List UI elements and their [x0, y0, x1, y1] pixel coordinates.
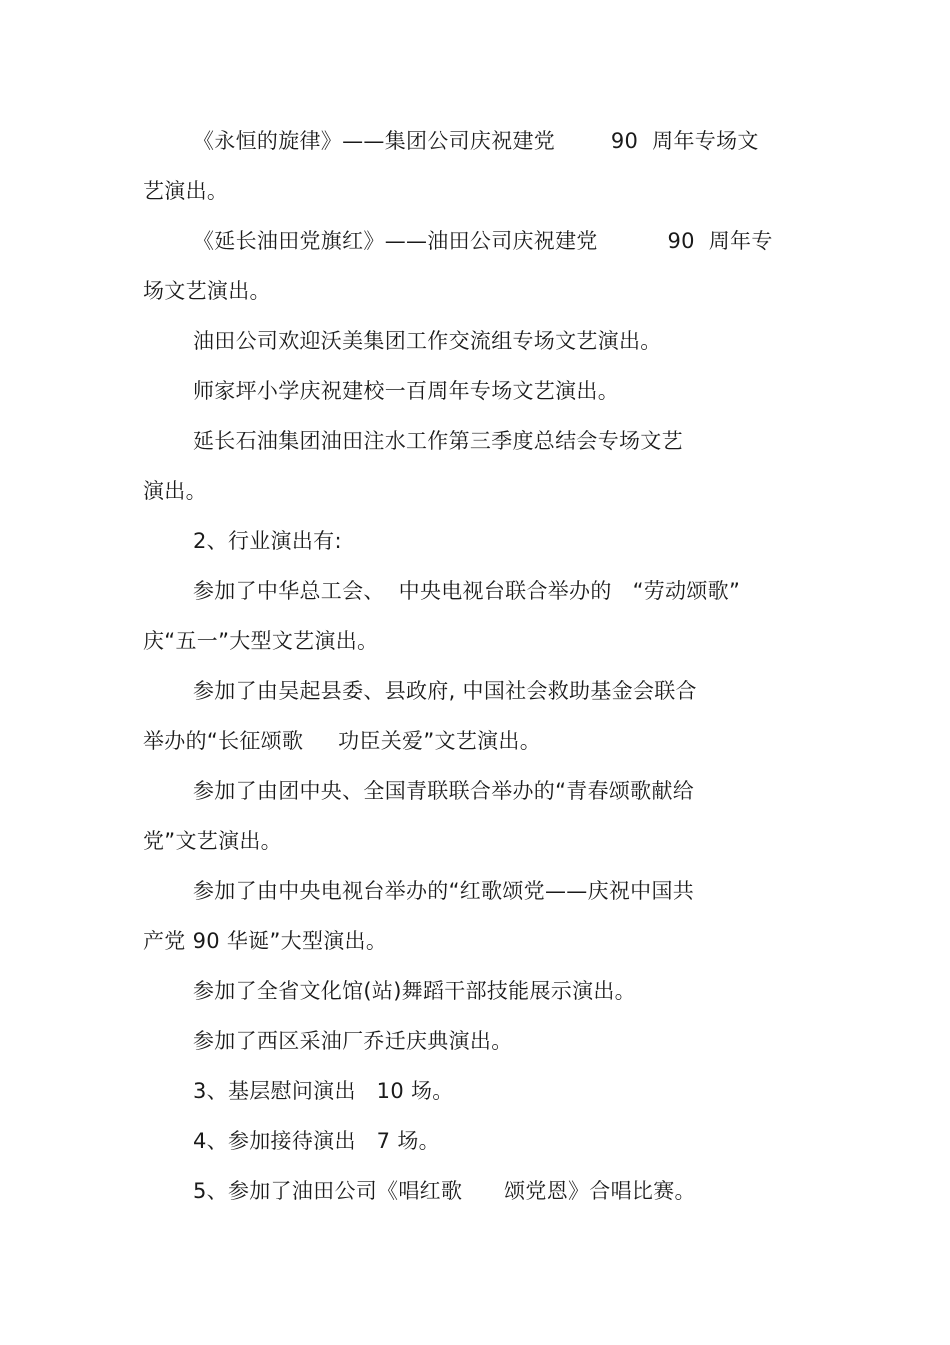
text-line: 党”文艺演出。: [143, 829, 282, 853]
text-line: 场文艺演出。: [143, 279, 271, 303]
text-line: 《永恒的旋律》——集团公司庆祝建党 90 周年专场文: [193, 129, 759, 153]
text-line: 产党 90 华诞”大型演出。: [143, 929, 388, 953]
list-item: 4、参加接待演出 7 场。: [193, 1129, 440, 1153]
list-item: 3、基层慰问演出 10 场。: [193, 1079, 454, 1103]
text-line: 油田公司欢迎沃美集团工作交流组专场文艺演出。: [193, 329, 662, 353]
text-line: 参加了由团中央、全国青联联合举办的“青春颂歌献给: [193, 779, 695, 803]
text-line: 举办的“长征颂歌 功臣关爱”文艺演出。: [143, 729, 542, 753]
text-line: 艺演出。: [143, 179, 229, 203]
text-line: 参加了由吴起县委、县政府, 中国社会救助基金会联合: [193, 679, 697, 703]
text-line: 《延长油田党旗红》——油田公司庆祝建党 90 周年专: [193, 229, 773, 253]
text-line: 参加了由中央电视台举办的“红歌颂党——庆祝中国共: [193, 879, 695, 903]
section-heading: 2、行业演出有:: [193, 529, 342, 553]
text-line: 参加了西区采油厂乔迁庆典演出。: [193, 1029, 513, 1053]
text-line: 参加了全省文化馆(站)舞蹈干部技能展示演出。: [193, 979, 636, 1003]
text-line: 演出。: [143, 479, 207, 503]
text-line: 参加了中华总工会、 中央电视台联合举办的 “劳动颂歌”: [193, 579, 741, 603]
text-line: 延长石油集团油田注水工作第三季度总结会专场文艺: [193, 429, 683, 453]
text-line: 庆“五一”大型文艺演出。: [143, 629, 379, 653]
list-item: 5、参加了油田公司《唱红歌 颂党恩》合唱比赛。: [193, 1179, 696, 1203]
text-line: 师家坪小学庆祝建校一百周年专场文艺演出。: [193, 379, 619, 403]
